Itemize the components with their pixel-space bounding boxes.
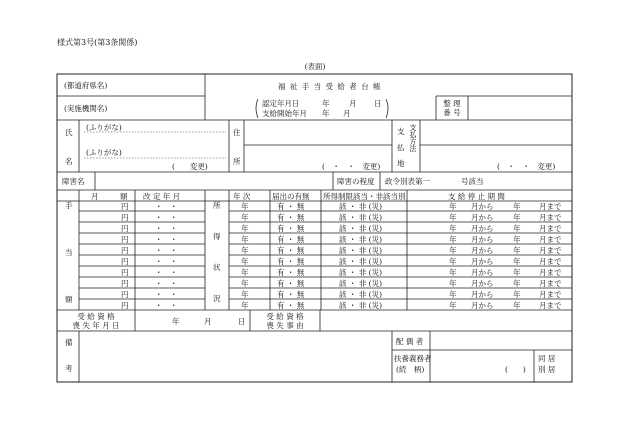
allowance-date-dots: ・ ・: [155, 279, 178, 288]
acq-loss-day: 日: [238, 317, 246, 326]
stop-to-year: 年: [513, 290, 521, 299]
address-label-bottom: 所: [233, 157, 241, 166]
allowance-header-amount: 額: [120, 192, 128, 201]
income-filing: 有 ・ 無: [277, 257, 305, 266]
remarks-label-2: 考: [65, 364, 73, 373]
acq-loss-date-label: 受 給 資 格 喪 失 年 月 日: [72, 312, 120, 330]
cert-date-label: 認定年月日: [262, 99, 300, 108]
income-year: 年: [241, 257, 249, 266]
allowance-yen: 円: [121, 257, 129, 266]
acq-loss-year: 年: [172, 317, 180, 326]
cert-year: 年: [322, 99, 330, 108]
stop-to-month: 月まで: [539, 301, 562, 310]
income-year: 年: [241, 235, 249, 244]
stop-to-month: 月まで: [539, 235, 562, 244]
table-ref-label: 政令別表第一: [385, 177, 430, 186]
name-label-bottom: 名: [65, 157, 73, 166]
allowance-yen: 円: [121, 213, 129, 222]
separate-label: 別 居: [538, 365, 556, 374]
address-change: ( ・ ・ 変更): [322, 162, 381, 171]
stop-to-year: 年: [513, 246, 521, 255]
address-label-top: 住: [233, 128, 241, 137]
income-filing: 有 ・ 無: [277, 213, 305, 222]
remarks-label-1: 備: [65, 338, 73, 347]
income-filing: 有 ・ 無: [277, 235, 305, 244]
income-filing: 有 ・ 無: [277, 224, 305, 233]
income-year: 年: [241, 213, 249, 222]
dependent-label: 扶養義務者: [394, 354, 432, 363]
allowance-yen: 円: [121, 246, 129, 255]
income-side-2: 得: [213, 232, 221, 241]
stop-to-month: 月まで: [539, 202, 562, 211]
stop-from-year: 年: [449, 268, 457, 277]
income-year: 年: [241, 224, 249, 233]
income-status: 該 ・ 非 (災): [339, 235, 383, 244]
income-filing: 有 ・ 無: [277, 301, 305, 310]
pay-start-year: 年: [322, 109, 330, 118]
name-label-top: 氏: [65, 128, 73, 137]
allowance-date-dots: ・ ・: [155, 290, 178, 299]
stop-from-month: 月から: [471, 235, 494, 244]
stop-from-year: 年: [449, 224, 457, 233]
income-filing: 有 ・ 無: [277, 279, 305, 288]
income-filing: 有 ・ 無: [277, 246, 305, 255]
stop-from-month: 月から: [471, 290, 494, 299]
stop-from-year: 年: [449, 202, 457, 211]
stop-to-year: 年: [513, 301, 521, 310]
stop-from-year: 年: [449, 257, 457, 266]
income-status: 該 ・ 非 (災): [339, 257, 383, 266]
allowance-header-month: 月: [91, 192, 99, 201]
income-year: 年: [241, 246, 249, 255]
stop-to-month: 月まで: [539, 213, 562, 222]
income-side-1: 所: [213, 201, 221, 210]
disability-name-label: 障害名: [62, 177, 85, 186]
allowance-date-dots: ・ ・: [155, 213, 178, 222]
stop-from-month: 月から: [471, 257, 494, 266]
income-year: 年: [241, 202, 249, 211]
ledger-title: 福 祉 手 当 受 給 者 台 帳: [278, 82, 382, 91]
stop-from-month: 月から: [471, 213, 494, 222]
furigana-label-1: (ふりがな): [86, 123, 122, 132]
allowance-date-dots: ・ ・: [155, 301, 178, 310]
allowance-yen: 円: [121, 235, 129, 244]
stop-from-month: 月から: [471, 301, 494, 310]
allowance-date-dots: ・ ・: [155, 257, 178, 266]
ref-no-label: 整 理 番 号: [443, 99, 461, 117]
stop-from-month: 月から: [471, 279, 494, 288]
acq-loss-month: 月: [204, 317, 212, 326]
stop-from-month: 月から: [471, 246, 494, 255]
allowance-yen: 円: [121, 202, 129, 211]
stop-from-year: 年: [449, 213, 457, 222]
allowance-side-2: 当: [65, 248, 73, 257]
income-year: 年: [241, 301, 249, 310]
income-filing: 有 ・ 無: [277, 290, 305, 299]
disability-degree-label: 障害の程度: [337, 177, 375, 186]
stop-from-year: 年: [449, 290, 457, 299]
institution-label: (実施機関名): [64, 104, 108, 113]
income-year: 年: [241, 268, 249, 277]
income-header-status: 所得制限該当・非該当別: [323, 192, 406, 201]
stop-to-year: 年: [513, 202, 521, 211]
stop-to-month: 月まで: [539, 279, 562, 288]
allowance-date-dots: ・ ・: [155, 268, 178, 277]
cert-month: 月: [349, 99, 357, 108]
stop-to-month: 月まで: [539, 246, 562, 255]
stop-from-month: 月から: [471, 224, 494, 233]
relation-label: (続 柄): [396, 365, 425, 374]
income-status: 該 ・ 非 (災): [339, 301, 383, 310]
stop-to-year: 年: [513, 268, 521, 277]
income-side-3: 状: [213, 263, 221, 272]
income-status: 該 ・ 非 (災): [339, 213, 383, 222]
income-status: 該 ・ 非 (災): [339, 246, 383, 255]
allowance-date-dots: ・ ・: [155, 235, 178, 244]
side-label: (表面): [304, 62, 326, 71]
income-year: 年: [241, 290, 249, 299]
stop-to-year: 年: [513, 235, 521, 244]
stop-to-year: 年: [513, 213, 521, 222]
income-status: 該 ・ 非 (災): [339, 202, 383, 211]
pay-start-label: 支給開始年月: [262, 109, 307, 118]
allowance-yen: 円: [121, 301, 129, 310]
applicable-label: 号該当: [461, 177, 484, 186]
furigana-label-2: (ふりがな): [86, 148, 122, 157]
stop-from-month: 月から: [471, 268, 494, 277]
allowance-yen: 円: [121, 279, 129, 288]
stop-to-month: 月まで: [539, 224, 562, 233]
income-side-4: 況: [213, 294, 221, 303]
pay-start-month: 月: [343, 109, 351, 118]
income-header-stop-period: 支 給 停 止 期 間: [448, 192, 505, 201]
income-filing: 有 ・ 無: [277, 268, 305, 277]
allowance-side-1: 手: [65, 201, 73, 210]
stop-to-year: 年: [513, 257, 521, 266]
income-status: 該 ・ 非 (災): [339, 268, 383, 277]
allowance-date-dots: ・ ・: [155, 246, 178, 255]
payment-change: ( ・ ・ 変更): [497, 162, 556, 171]
allowance-side-3: 額: [65, 295, 73, 304]
stop-from-year: 年: [449, 235, 457, 244]
payment-method-label: 支払方法: [409, 124, 417, 152]
name-change: ( 変更): [172, 162, 208, 171]
relation-paren: ( ): [505, 365, 526, 374]
spouse-label: 配 偶 者: [396, 337, 424, 346]
stop-to-year: 年: [513, 279, 521, 288]
income-status: 該 ・ 非 (災): [339, 290, 383, 299]
stop-to-month: 月まで: [539, 290, 562, 299]
stop-from-year: 年: [449, 246, 457, 255]
pay-place-1: 支: [397, 127, 405, 136]
prefecture-label: (都道府県名): [64, 81, 108, 90]
stop-to-month: 月まで: [539, 257, 562, 266]
acq-loss-reason-label: 受 給 資 格 喪 失 事 由: [266, 312, 304, 330]
stop-to-year: 年: [513, 224, 521, 233]
allowance-header-revised: 改 定 年 月: [143, 192, 181, 201]
stop-from-year: 年: [449, 279, 457, 288]
income-status: 該 ・ 非 (災): [339, 224, 383, 233]
stop-to-month: 月まで: [539, 268, 562, 277]
income-header-year: 年 次: [233, 192, 251, 201]
cohabit-label: 同 居: [538, 354, 556, 363]
allowance-yen: 円: [121, 290, 129, 299]
pay-place-3: 地: [397, 159, 405, 168]
stop-from-month: 月から: [471, 202, 494, 211]
income-year: 年: [241, 279, 249, 288]
form-id: 様式第3号(第3条関係): [57, 38, 138, 47]
stop-from-year: 年: [449, 301, 457, 310]
income-filing: 有 ・ 無: [277, 202, 305, 211]
income-status: 該 ・ 非 (災): [339, 279, 383, 288]
allowance-date-dots: ・ ・: [155, 202, 178, 211]
income-header-filing: 届出の有無: [272, 192, 310, 201]
allowance-yen: 円: [121, 268, 129, 277]
allowance-yen: 円: [121, 224, 129, 233]
pay-place-2: 払: [397, 143, 405, 152]
cert-day: 日: [374, 99, 382, 108]
allowance-date-dots: ・ ・: [155, 224, 178, 233]
